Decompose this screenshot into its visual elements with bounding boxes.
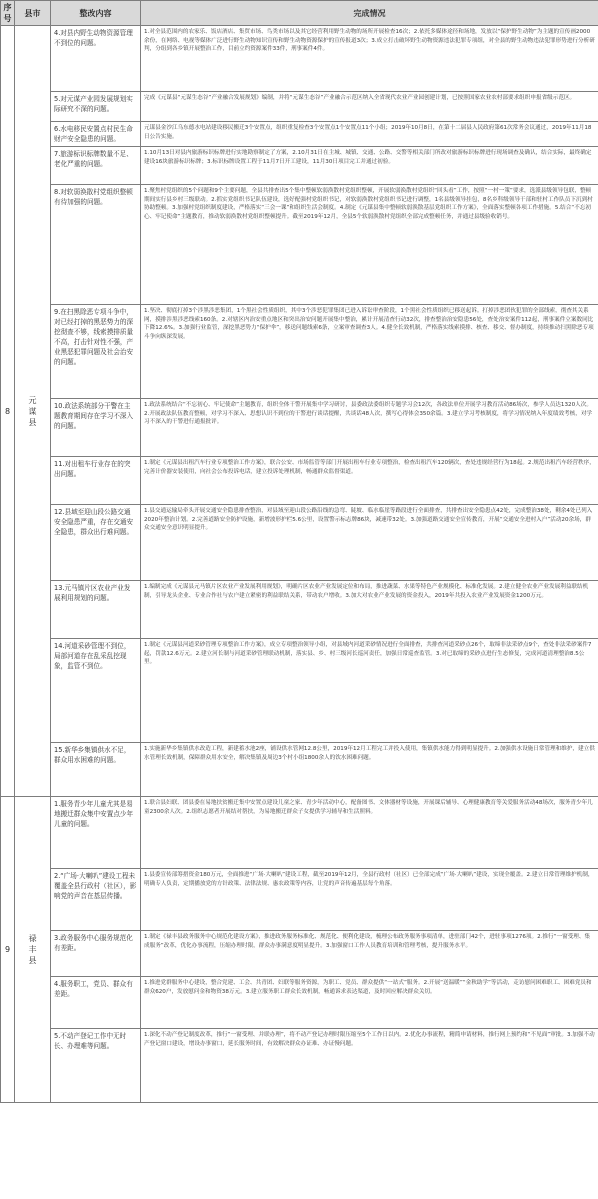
table-row [1,92,598,122]
status-cell: 1.坚决、彻底打掉3个涉黑涉恶集团，1个黑社会性质组织，其中3个涉恶犯罪集团已进入诉讼审查阶段，1个黑社会性质组织已移送起诉。打掉涉恶团伙犯罪的全部线索，彻查其关系网，摸排涉黑涉恶线索160条。2.对辖区内治安重点地区和突出治安问题开展集中整治，累计开展清查行动32次，排查整治治安隐患56处，查处治安案件112起，刑事案件立案数同比下降12.6%。3.加强行业监管，深挖黑恶势力“保护伞”，移送问题线索6条，立案审查调查3人。4.健全长效机制，严格落实线索摸排、核查、移交、督办制度，持续推动扫黑除恶专项斗争向纵深发展。 [141,305,598,399]
header-row [1,1,598,26]
issue-cell: 15.新华乡集镇供水不足，群众用水困难的问题。 [51,743,141,797]
table-row [1,185,598,305]
county-cell [15,797,51,1103]
table-row [1,505,598,581]
table-row [1,305,598,399]
issue-cell: 6.水电移民安置点村民生命财产安全隐患的问题。 [51,122,141,147]
table-row [1,122,598,147]
seq-cell: 9 [1,797,15,1103]
header-issue: 整改内容 [51,1,141,26]
issue-cell: 7.旅游标识标牌数量不足、老化严重的问题。 [51,147,141,185]
status-cell: 1.制定《元谋县出租汽车行业专项整治工作方案》，联合公安、市场监管等部门开展出租车行业专项整治，检查出租汽车120辆次，查处违规经营行为18起。2.规范出租汽车经营秩序，完善计价器安装使用，向社会公布投诉电话，建立投诉处理机制，畅通群众监督渠道。 [141,457,598,505]
table-row [1,399,598,457]
issue-cell: 3.政务服务中心服务规范化有差距。 [51,931,141,977]
issue-cell: 11.对出租车行业存在的突出问题。 [51,457,141,505]
status-cell: 1.10月13日对县内旅游标识标牌进行实地勘察制定了方案，2.10月31日在主城、城镇、交通、公路、交警等相关部门所改对旅游标识标牌进行现场调查及确认，结合实际，最终确定建设16块旅游标识标牌；3.标识标牌设置工程于11月7日开工建设，11月30日项目完工并通过初验。 [141,147,598,185]
issue-cell: 10.政法系统部分干警在主题教育期间存在学习不深入的问题。 [51,399,141,457]
header-seq: 序号 [1,1,15,26]
status-cell: 1.编制完成《元谋县元马镇片区农业产业发展利用规划》，明确片区农业产业发展定位和布局，推进蔬菜、水果等特色产业规模化、标准化发展。2.建立健全农业产业发展利益联结机制，引导龙头企业、专业合作社与农户建立紧密的利益联结关系，带动农户增收。3.加大对农业产业发展的资金投入，2019年共投入农业产业发展资金1200万元。 [141,581,598,639]
table-row [1,869,598,931]
issue-cell: 1.服务青少年儿童尤其是易地搬迁群众集中安置点少年儿童的问题。 [51,797,141,869]
status-cell: 1.县交通运输局牵头开展交通安全隐患排查整治，对县域至迎山段公路沿线的急弯、陡坡、临水临崖等路段进行全面排查，共排查出安全隐患点42处，完成整治38处，剩余4处已列入2020年整治计划。2.完善道路安全防护设施，新增波形护栏5.6公里，设置警示标志牌86块，减速带32处。3.加强道路交通安全宣传教育，开展“交通安全进村入户”活动20余场，群众交通安全意识明显提升。 [141,505,598,581]
table-row [1,457,598,505]
status-cell: 完成《元谋县“元谋生态谷”产业融合发展规划》编制，并将“元谋生态谷”产业融合示范区纳入全省现代农业产业园创建计划，已按照国家农业农村部要求组织申报省级示范区。 [141,92,598,122]
table-row [1,639,598,743]
status-cell: 1.对全县范围内的农家乐、饭店酒店、集贸市场、鸟类市场以及其它经营利用野生动物的场所开展检查16次；2.依托多媒体途径和场地，发放以“保护野生动物”为主题的宣传画2000余份，在网络、电视等媒体广泛进行野生动物知识宣传和野生动物资源保护的宣传报道3次；3.成立打击破坏野生动物资源违法犯罪专项组，对全县的野生动物违法犯罪形势进行分析研判，分组到各乡镇开展整治工作，目前立约资源案件33件，刑事案件4件。 [141,26,598,92]
status-cell: 1.推进党群服务中心建设，整合党建、工会、共青团、妇联等服务资源，为职工、党员、群众提供“一站式”服务。2.开展“送温暖”“金秋助学”等活动，走访慰问困难职工、困难党员和群众620户，发放慰问金和物资38万元。3.建立服务职工群众长效机制，畅通诉求表达渠道，及时回应解决群众关切。 [141,977,598,1029]
status-cell: 1.深化不动产登记制度改革，推行“一窗受理、并联办理”，将不动产登记办理时限压缩至5个工作日以内。2.优化办事流程，精简申请材料，推行网上预约和“不见面”审批。3.加强不动产登记窗口建设，增设办事窗口，延长服务时间，有效解决群众办证难、办证慢问题。 [141,1029,598,1103]
table-row [1,1029,598,1103]
table-row [1,931,598,977]
issue-cell: 9.在扫黑除恶专项斗争中，对已经打掉的黑恶势力的深挖彻查不够，线索摸排质量不高，打击针对性不强，产业黑恶犯罪问题及社会治安的问题。 [51,305,141,399]
issue-cell: 12.县域至迎山段公路交通安全隐患严重，存在交通安全隐患，群众出行难问题。 [51,505,141,581]
issue-cell: 4.对县内野生动物资源管理不到位的问题。 [51,26,141,92]
issue-cell: 13.元马镇片区农业产业发展利用规划的问题。 [51,581,141,639]
table-row [1,743,598,797]
status-cell: 1.县委宣传部筹措资金180万元，全面推进“广场·大喇叭”建设工程，截至2019年12月，全县行政村（社区）已全部完成“广场·大喇叭”建设，实现全覆盖。2.建立日常管理维护机制，明确专人负责，定期播放党的方针政策、法律法规、惠农政策等内容，让党的声音传遍基层每个角落。 [141,869,598,931]
table-row [1,797,598,869]
status-cell: 1.制定《元谋县河道采砂管理专项整治工作方案》，成立专项整治领导小组，对县域内河道采砂情况进行全面排查，共排查河道采砂点26个，取缔非法采砂点9个，查处非法采砂案件7起，罚款12.6万元。2.建立河长制与河道采砂管理联动机制，落实县、乡、村三级河长巡河责任，加强日常巡查监管。3.对已取缔的采砂点进行生态修复，完成河道清理整治8.5公里。 [141,639,598,743]
table-row [1,977,598,1029]
header-status: 完成情况 [141,1,598,26]
header-county: 县市 [15,1,51,26]
table-body [1,26,598,1103]
status-cell: 1.制定《禄丰县政务服务中心规范化建设方案》，推进政务服务标准化、规范化、便利化建设，梳理公布政务服务事项清单，进驻部门42个，进驻事项1276项。2.推行“一窗受理、集成服务”改革，优化办事流程，压缩办理时限，群众办事满意度明显提升。3.加强窗口工作人员教育培训和管理考核，提升服务水平。 [141,931,598,977]
issue-cell: 8.对软弱涣散村党组织整顿有待加强的问题。 [51,185,141,305]
table-row [1,26,598,92]
seq-cell: 8 [1,26,15,797]
county-cell [15,26,51,797]
table-row [1,581,598,639]
issue-cell: 5.对元谋产业园发展规划实际研究不深的问题。 [51,92,141,122]
status-cell: 1.联合县妇联、团县委在易地扶贫搬迁集中安置点建设儿童之家、青少年活动中心，配备图书、文体器材等设施，开展课后辅导、心理健康教育等关爱服务活动48场次，服务青少年儿童2300余人次。2.组织志愿者开展结对帮扶，为易地搬迁群众子女提供学习辅导和生活照料。 [141,797,598,869]
issue-cell: 5.不动产登记工作中无时长、办理难等问题。 [51,1029,141,1103]
issue-cell: 2.“广场·大喇叭”建设工程未覆盖全县行政村（社区），影响党的声音在基层传播。 [51,869,141,931]
status-cell: 元谋县金沙江乌东德水电站建设移民搬迁3个安置点，组织重复检查3个安置点1个安置点11个小组；2019年10月8日，在第十二届县人民政府第61次常务会议通过，2019年11月18日公告实施。 [141,122,598,147]
issue-cell: 14.河道采砂管理不到位，局部河道存在乱采乱挖现象，监管不到位。 [51,639,141,743]
status-cell: 1.实施新华乡集镇供水改造工程，新建蓄水池2座，铺设供水管网12.8公里，2019年12月工程完工并投入使用，集镇供水能力得到明显提升。2.加强供水设施日常管理和维护，建立供水管理长效机制，保障群众用水安全，解决集镇及周边3个村小组1800余人的饮水困难问题。 [141,743,598,797]
issue-cell: 4.服务职工，党员、群众有差距。 [51,977,141,1029]
status-cell: 1.聚焦村党组织的5个问题和9个主要问题，全县共排查出5个集中整顿软弱涣散村党组织整顿，开展软弱涣散村党组织“回头看”工作，按照“一村一策”要求，选派县级领导包联，整顿期间实行县乡村三级联动。2.抓实党组织书记队伍建设，选好配强村党组织书记，对软弱涣散村党组织书记进行调整，1名县级领导挂包，8名乡科级领导干部和驻村工作队员下沉到村协助整顿。3.加强村党组织制度建设，严格落实“三会一课”和组织生活会制度。4.制定《元谋县集中整顿软弱涣散基层党组织工作方案》，全面落实整顿各项工作措施。5.结合“不忘初心、牢记使命”主题教育，推动软弱涣散村党组织整顿提升。截至2019年12月，全县5个软弱涣散村党组织全部完成整顿任务，并通过县级验收销号。 [141,185,598,305]
table-row [1,147,598,185]
status-cell: 1.政法系统结合“不忘初心、牢记使命”主题教育，组织全体干警开展集中学习研讨，县委政法委组织专题学习会12次，各政法单位开展学习教育活动86场次，参学人员达1320人次。2.开展政法队伍教育整顿，对学习不深入、思想认识不到位的干警进行谈话提醒，共谈话48人次，撰写心得体会350余篇。3.建立学习考核制度，将学习情况纳入年度绩效考核，对学习不深入的干警进行通报批评。 [141,399,598,457]
county-name: 元谋县 [28,395,37,427]
county-name: 禄丰县 [28,934,37,965]
